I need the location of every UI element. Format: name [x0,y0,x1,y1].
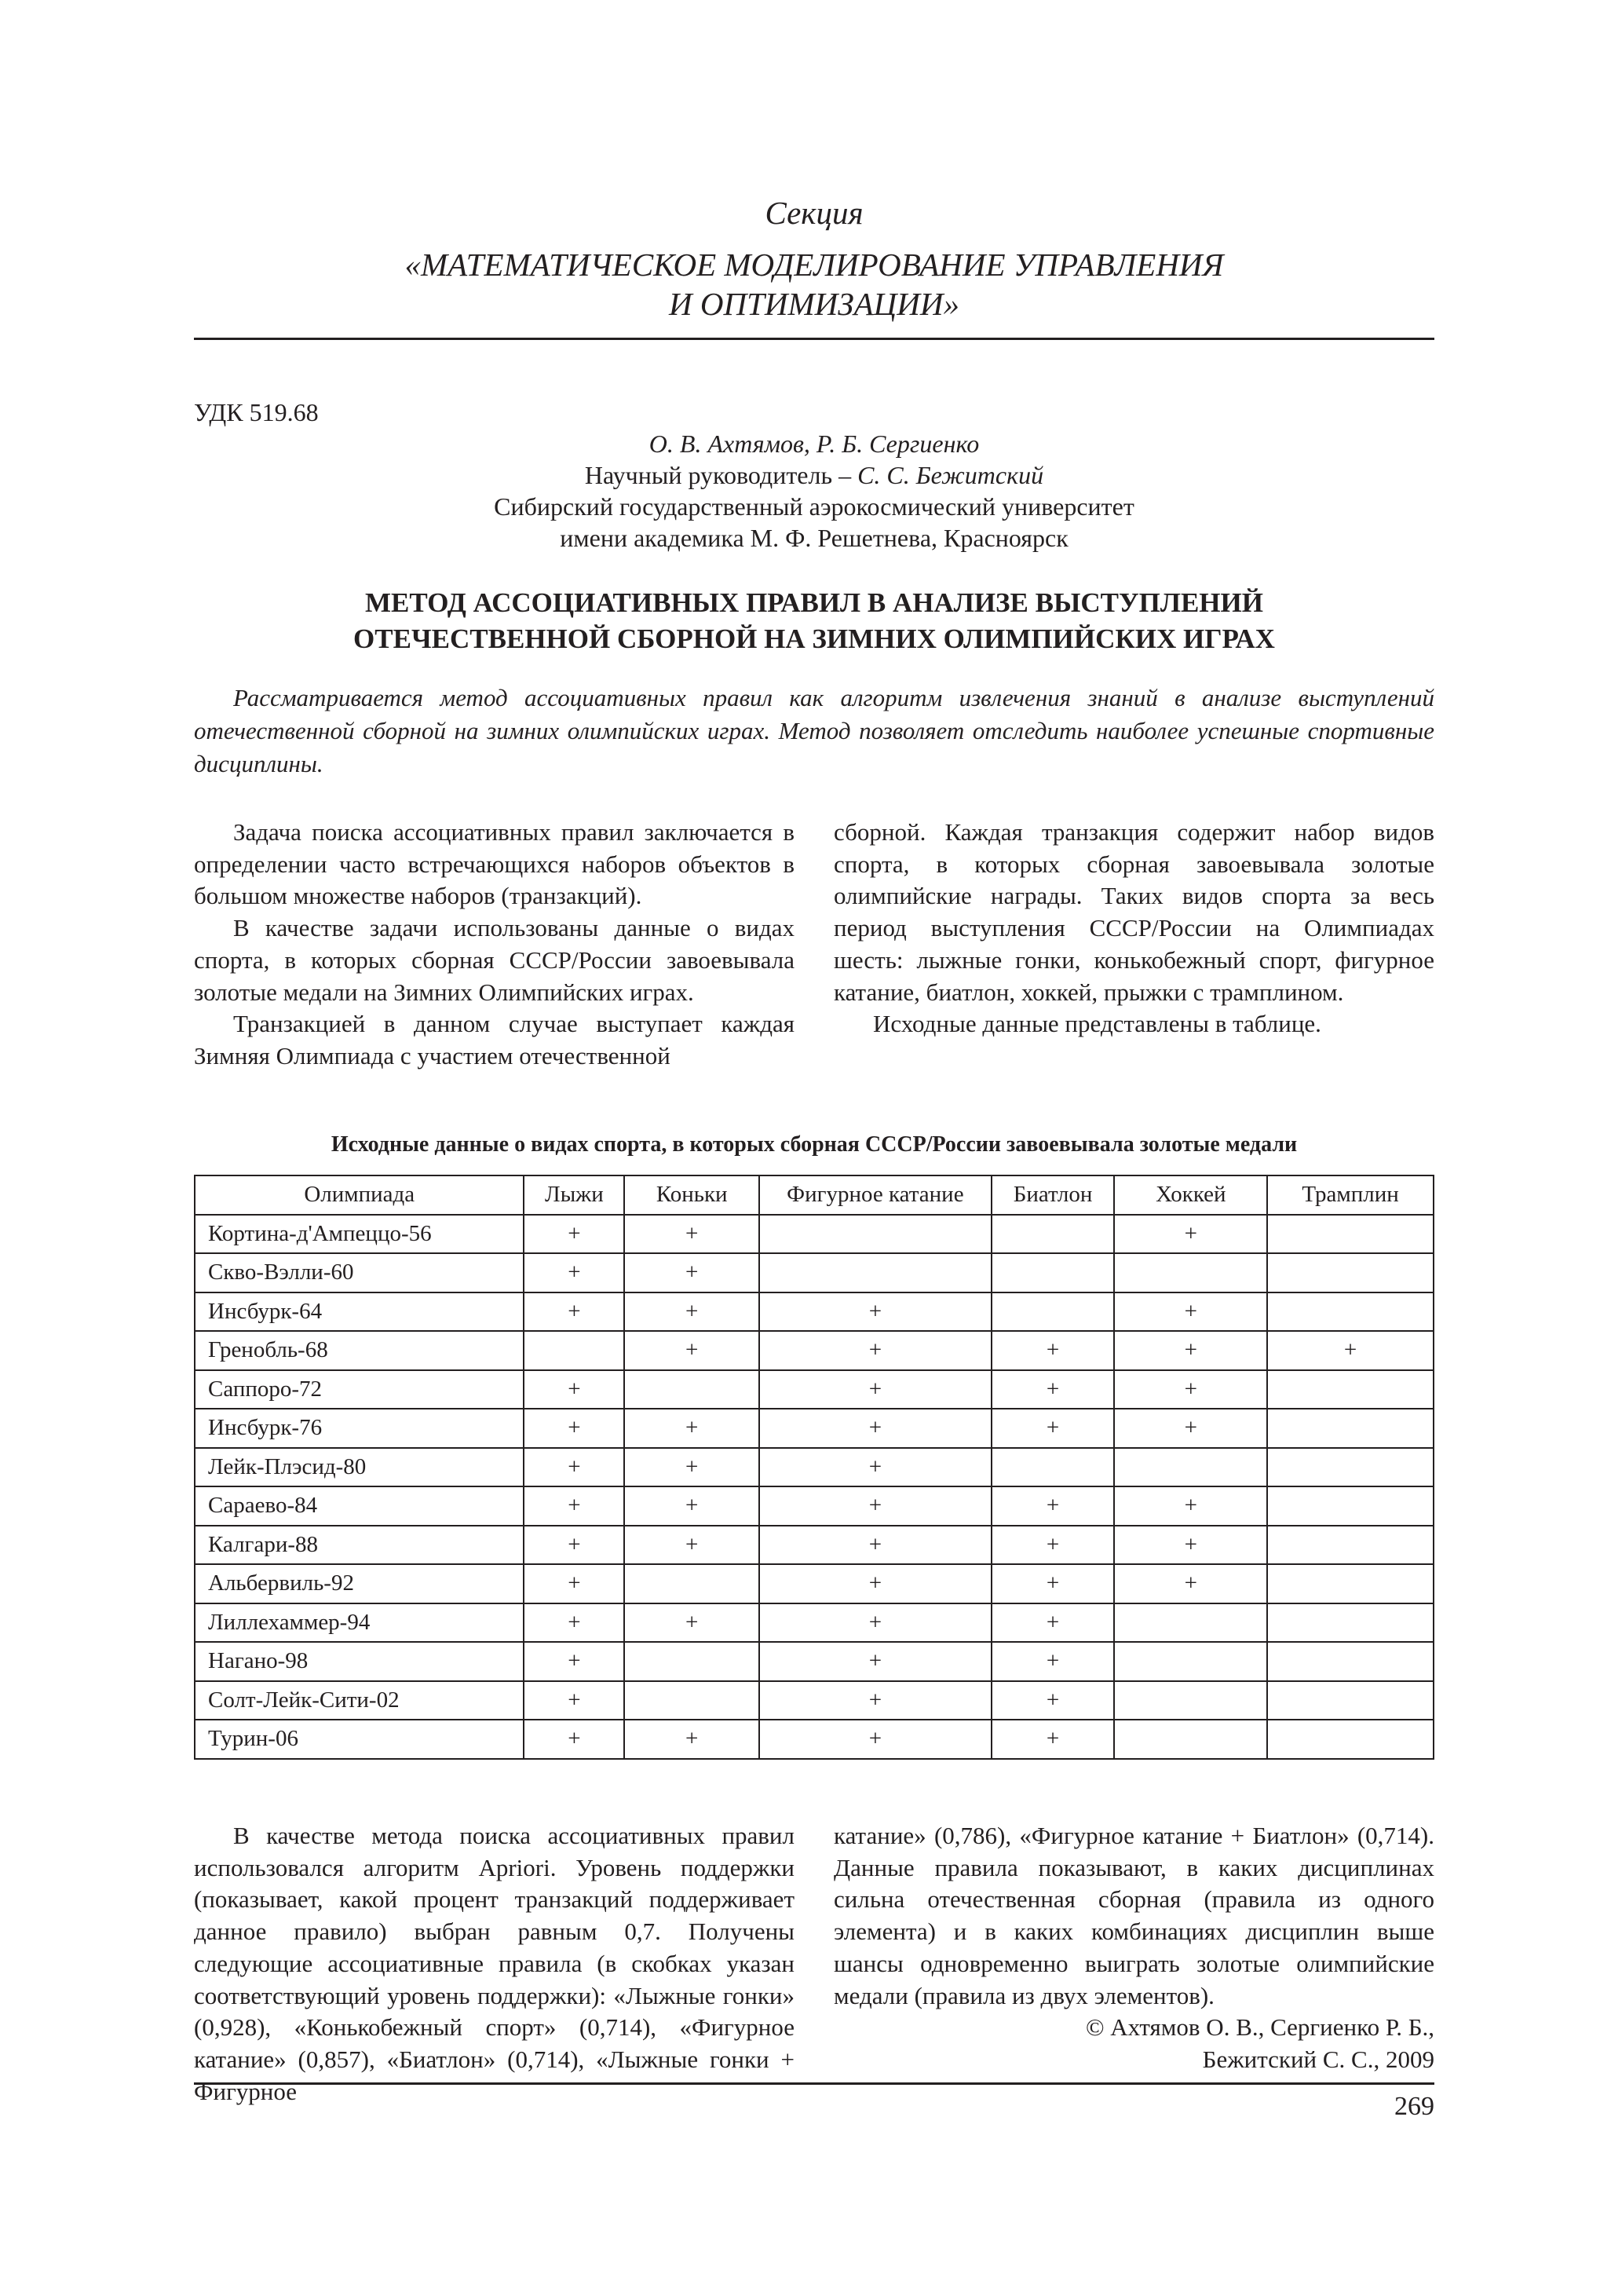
paragraph: В качестве задачи использованы данные о видах спорта, в которых сборная СССР/России завоевывала золотые медали на Зимних Олимпийских играх. [194,914,795,1006]
table-cell: + [524,1370,624,1409]
table-cell: + [524,1526,624,1565]
column-header-olympiad: Олимпиада [195,1175,524,1215]
section-title-line-2: И ОПТИМИЗАЦИИ» [669,286,959,322]
column-header-ski: Лыжи [524,1175,624,1215]
medals-table [194,1175,1434,1760]
section-title-line-1: «МАТЕМАТИЧЕСКОЕ МОДЕЛИРОВАНИЕ УПРАВЛЕНИЯ [404,247,1224,283]
authors: О. В. Ахтямов, Р. Б. Сергиенко [648,430,980,458]
article-title [194,585,1434,657]
copyright-notice [834,2012,1434,2075]
table-cell [1114,1681,1267,1720]
table-row [195,1603,1434,1643]
table-cell: + [524,1486,624,1526]
body-bottom-left-column [194,1820,795,2108]
table-cell: Саппоро-72 [195,1370,524,1409]
table-cell: + [1114,1370,1267,1409]
table-cell: + [992,1564,1115,1603]
table-cell: + [624,1603,759,1643]
table-cell: + [524,1720,624,1759]
table-cell [992,1448,1115,1487]
table-cell: + [759,1720,992,1759]
table-cell: + [759,1526,992,1565]
table-cell [759,1215,992,1254]
table-cell: + [992,1486,1115,1526]
footer-rule [194,2082,1434,2085]
table-cell: + [624,1292,759,1332]
paragraph: Задача поиска ассоциативных правил заключается в определении часто встречающихся наборов объектов в большом множестве наборов (транзакций). [194,818,795,910]
table-row [195,1642,1434,1681]
paragraph: Исходные данные представлены в таблице. [873,1010,1321,1038]
table-cell: Гренобль-68 [195,1331,524,1370]
body-top-right-column [834,817,1434,1040]
table-cell: + [759,1292,992,1332]
table-cell: Инсбурк-64 [195,1292,524,1332]
table-cell: Сараево-84 [195,1486,524,1526]
table-cell [1267,1526,1434,1565]
table-cell: + [524,1292,624,1332]
table-cell [1267,1603,1434,1643]
table-cell [1267,1292,1434,1332]
table-cell [1267,1215,1434,1254]
table-cell: + [524,1253,624,1292]
table-cell: Нагано-98 [195,1642,524,1681]
table-cell: + [992,1681,1115,1720]
affiliation-line-2: имени академика М. Ф. Решетнева, Красноярск [560,524,1069,552]
table-row [195,1253,1434,1292]
table-row [195,1331,1434,1370]
column-header-figure-skating: Фигурное катание [759,1175,992,1215]
table-row [195,1448,1434,1487]
table-cell: + [524,1642,624,1681]
table-cell: + [524,1681,624,1720]
table-cell: + [624,1486,759,1526]
table-cell: Калгари-88 [195,1526,524,1565]
table-cell: + [624,1409,759,1448]
table-cell: + [1114,1331,1267,1370]
table-row [195,1292,1434,1332]
table-cell: + [524,1564,624,1603]
table-cell: + [524,1409,624,1448]
table-cell [1267,1409,1434,1448]
table-cell: + [524,1215,624,1254]
table-cell [624,1642,759,1681]
column-header-hockey: Хоккей [1114,1175,1267,1215]
table-cell: + [624,1526,759,1565]
table-row [195,1409,1434,1448]
copyright-line-1: © Ахтямов О. В., Сергиенко Р. Б., [1085,2013,1434,2042]
table-cell: + [524,1603,624,1643]
table-cell: + [624,1331,759,1370]
table-cell [992,1292,1115,1332]
table-cell [992,1215,1115,1254]
table-cell: + [1114,1564,1267,1603]
table-row [195,1486,1434,1526]
affiliation-line-1: Сибирский государственный аэрокосмический университет [494,492,1134,521]
paragraph: В качестве метода поиска ассоциативных правил использовался алгоритм Apriori. Уровень поддержки (показывает, какой процент транзакций поддерживает данное правило) выбран равным 0,7. Получены следующие ассоциативные правила (в скобках указан соответствующий уровень поддержки): «Лыжные гонки» (0,928), «Конькобежный спорт» (0,714), «Фигурное катание» (0,857), «Биатлон» (0,714), «Лыжные гонки + Фигурное [194,1822,795,2105]
table-caption: Исходные данные о видах спорта, в которых сборная СССР/России завоевывала золотые медали [331,1132,1298,1157]
table-cell: + [992,1603,1115,1643]
table-cell [1267,1370,1434,1409]
table-cell: + [759,1603,992,1643]
table-cell: + [759,1409,992,1448]
table-cell [759,1253,992,1292]
author-block [194,428,1434,554]
table-cell: Солт-Лейк-Сити-02 [195,1681,524,1720]
table-cell: + [1114,1409,1267,1448]
table-cell [1267,1720,1434,1759]
section-label: Секция [765,195,864,231]
section-title [194,245,1434,324]
table-cell: + [992,1526,1115,1565]
table-row [195,1526,1434,1565]
table-cell [1267,1486,1434,1526]
table-cell [1114,1642,1267,1681]
table-cell: + [759,1370,992,1409]
table-cell: + [624,1215,759,1254]
abstract-text: Рассматривается метод ассоциативных правил как алгоритм извлечения знаний в анализе выступлений отечественной сборной на зимних олимпийских играх. Метод позволяет отследить наиболее успешные спортивные дисциплины. [194,684,1434,777]
table-cell [1267,1564,1434,1603]
table-row [195,1681,1434,1720]
table-cell: + [992,1642,1115,1681]
udk-code: УДК 519.68 [194,398,319,426]
table-cell: Инсбурк-76 [195,1409,524,1448]
table-cell: + [1114,1292,1267,1332]
advisor-prefix: Научный руководитель – [584,461,858,489]
table-cell [1114,1720,1267,1759]
table-cell: + [1114,1215,1267,1254]
column-header-ski-jump: Трамплин [1267,1175,1434,1215]
table-cell [1267,1642,1434,1681]
body-bottom-right-column [834,1820,1434,2076]
table-cell: + [759,1448,992,1487]
table-row [195,1720,1434,1759]
page-number: 269 [1394,2092,1434,2121]
table-cell: Альбервиль-92 [195,1564,524,1603]
table-cell [624,1564,759,1603]
table-cell: + [759,1642,992,1681]
body-top-left-column [194,817,795,1073]
table-cell [1267,1448,1434,1487]
column-header-skate: Коньки [624,1175,759,1215]
table-cell: Кортина-д'Ампеццо-56 [195,1215,524,1254]
table-cell [992,1253,1115,1292]
article-title-line-2: ОТЕЧЕСТВЕННОЙ СБОРНОЙ НА ЗИМНИХ ОЛИМПИЙСКИХ ИГРАХ [353,623,1275,654]
table-cell [1267,1681,1434,1720]
advisor-line [194,459,1434,491]
table-cell [624,1370,759,1409]
table-cell: + [1114,1526,1267,1565]
table-row [195,1370,1434,1409]
table-cell: Лиллехаммер-94 [195,1603,524,1643]
table-row [195,1564,1434,1603]
table-cell: + [759,1564,992,1603]
table-header-row [195,1175,1434,1215]
table-cell [624,1681,759,1720]
table-cell [1114,1253,1267,1292]
table-cell: + [992,1720,1115,1759]
table-cell: Лейк-Плэсид-80 [195,1448,524,1487]
table-cell: + [524,1448,624,1487]
table-cell: Скво-Вэлли-60 [195,1253,524,1292]
paragraph: Транзакцией в данном случае выступает каждая Зимняя Олимпиада с участием отечественной [194,1010,795,1069]
advisor-name: С. С. Бежитский [857,461,1044,489]
table-cell: + [759,1681,992,1720]
table-cell: + [624,1253,759,1292]
table-cell [1114,1603,1267,1643]
table-body [195,1215,1434,1759]
abstract [194,682,1434,781]
table-cell: + [624,1720,759,1759]
table-cell: + [992,1409,1115,1448]
copyright-line-2: Бежитский С. С., 2009 [1202,2045,1434,2073]
header-rule [194,338,1434,340]
table-cell: Турин-06 [195,1720,524,1759]
table-cell: + [992,1331,1115,1370]
table-row [195,1215,1434,1254]
table-cell: + [759,1486,992,1526]
table-cell [524,1331,624,1370]
table-cell: + [1114,1486,1267,1526]
table-cell [1267,1253,1434,1292]
table-cell: + [1267,1331,1434,1370]
table-cell: + [759,1331,992,1370]
column-header-biathlon: Биатлон [992,1175,1115,1215]
article-title-line-1: МЕТОД АССОЦИАТИВНЫХ ПРАВИЛ В АНАЛИЗЕ ВЫСТУПЛЕНИЙ [365,587,1263,618]
paragraph: сборной. Каждая транзакция содержит набор видов спорта, в которых сборная завоевывала золотые олимпийские награды. Таких видов спорта за весь период выступления СССР/России на Олимпиадах шесть: лыжные гонки, конькобежный спорт, фигурное катание, биатлон, хоккей, прыжки с трамплином. [834,818,1434,1006]
paragraph: катание» (0,786), «Фигурное катание + Биатлон» (0,714). Данные правила показывают, в каких дисциплинах сильна отечественная сборная (правила из одного элемента) и в каких комбинациях дисциплин выше шансы одновременно выиграть золотые олимпийские медали (правила из двух элементов). [834,1822,1434,2009]
table-cell [1114,1448,1267,1487]
table-cell: + [624,1448,759,1487]
table-cell: + [992,1370,1115,1409]
